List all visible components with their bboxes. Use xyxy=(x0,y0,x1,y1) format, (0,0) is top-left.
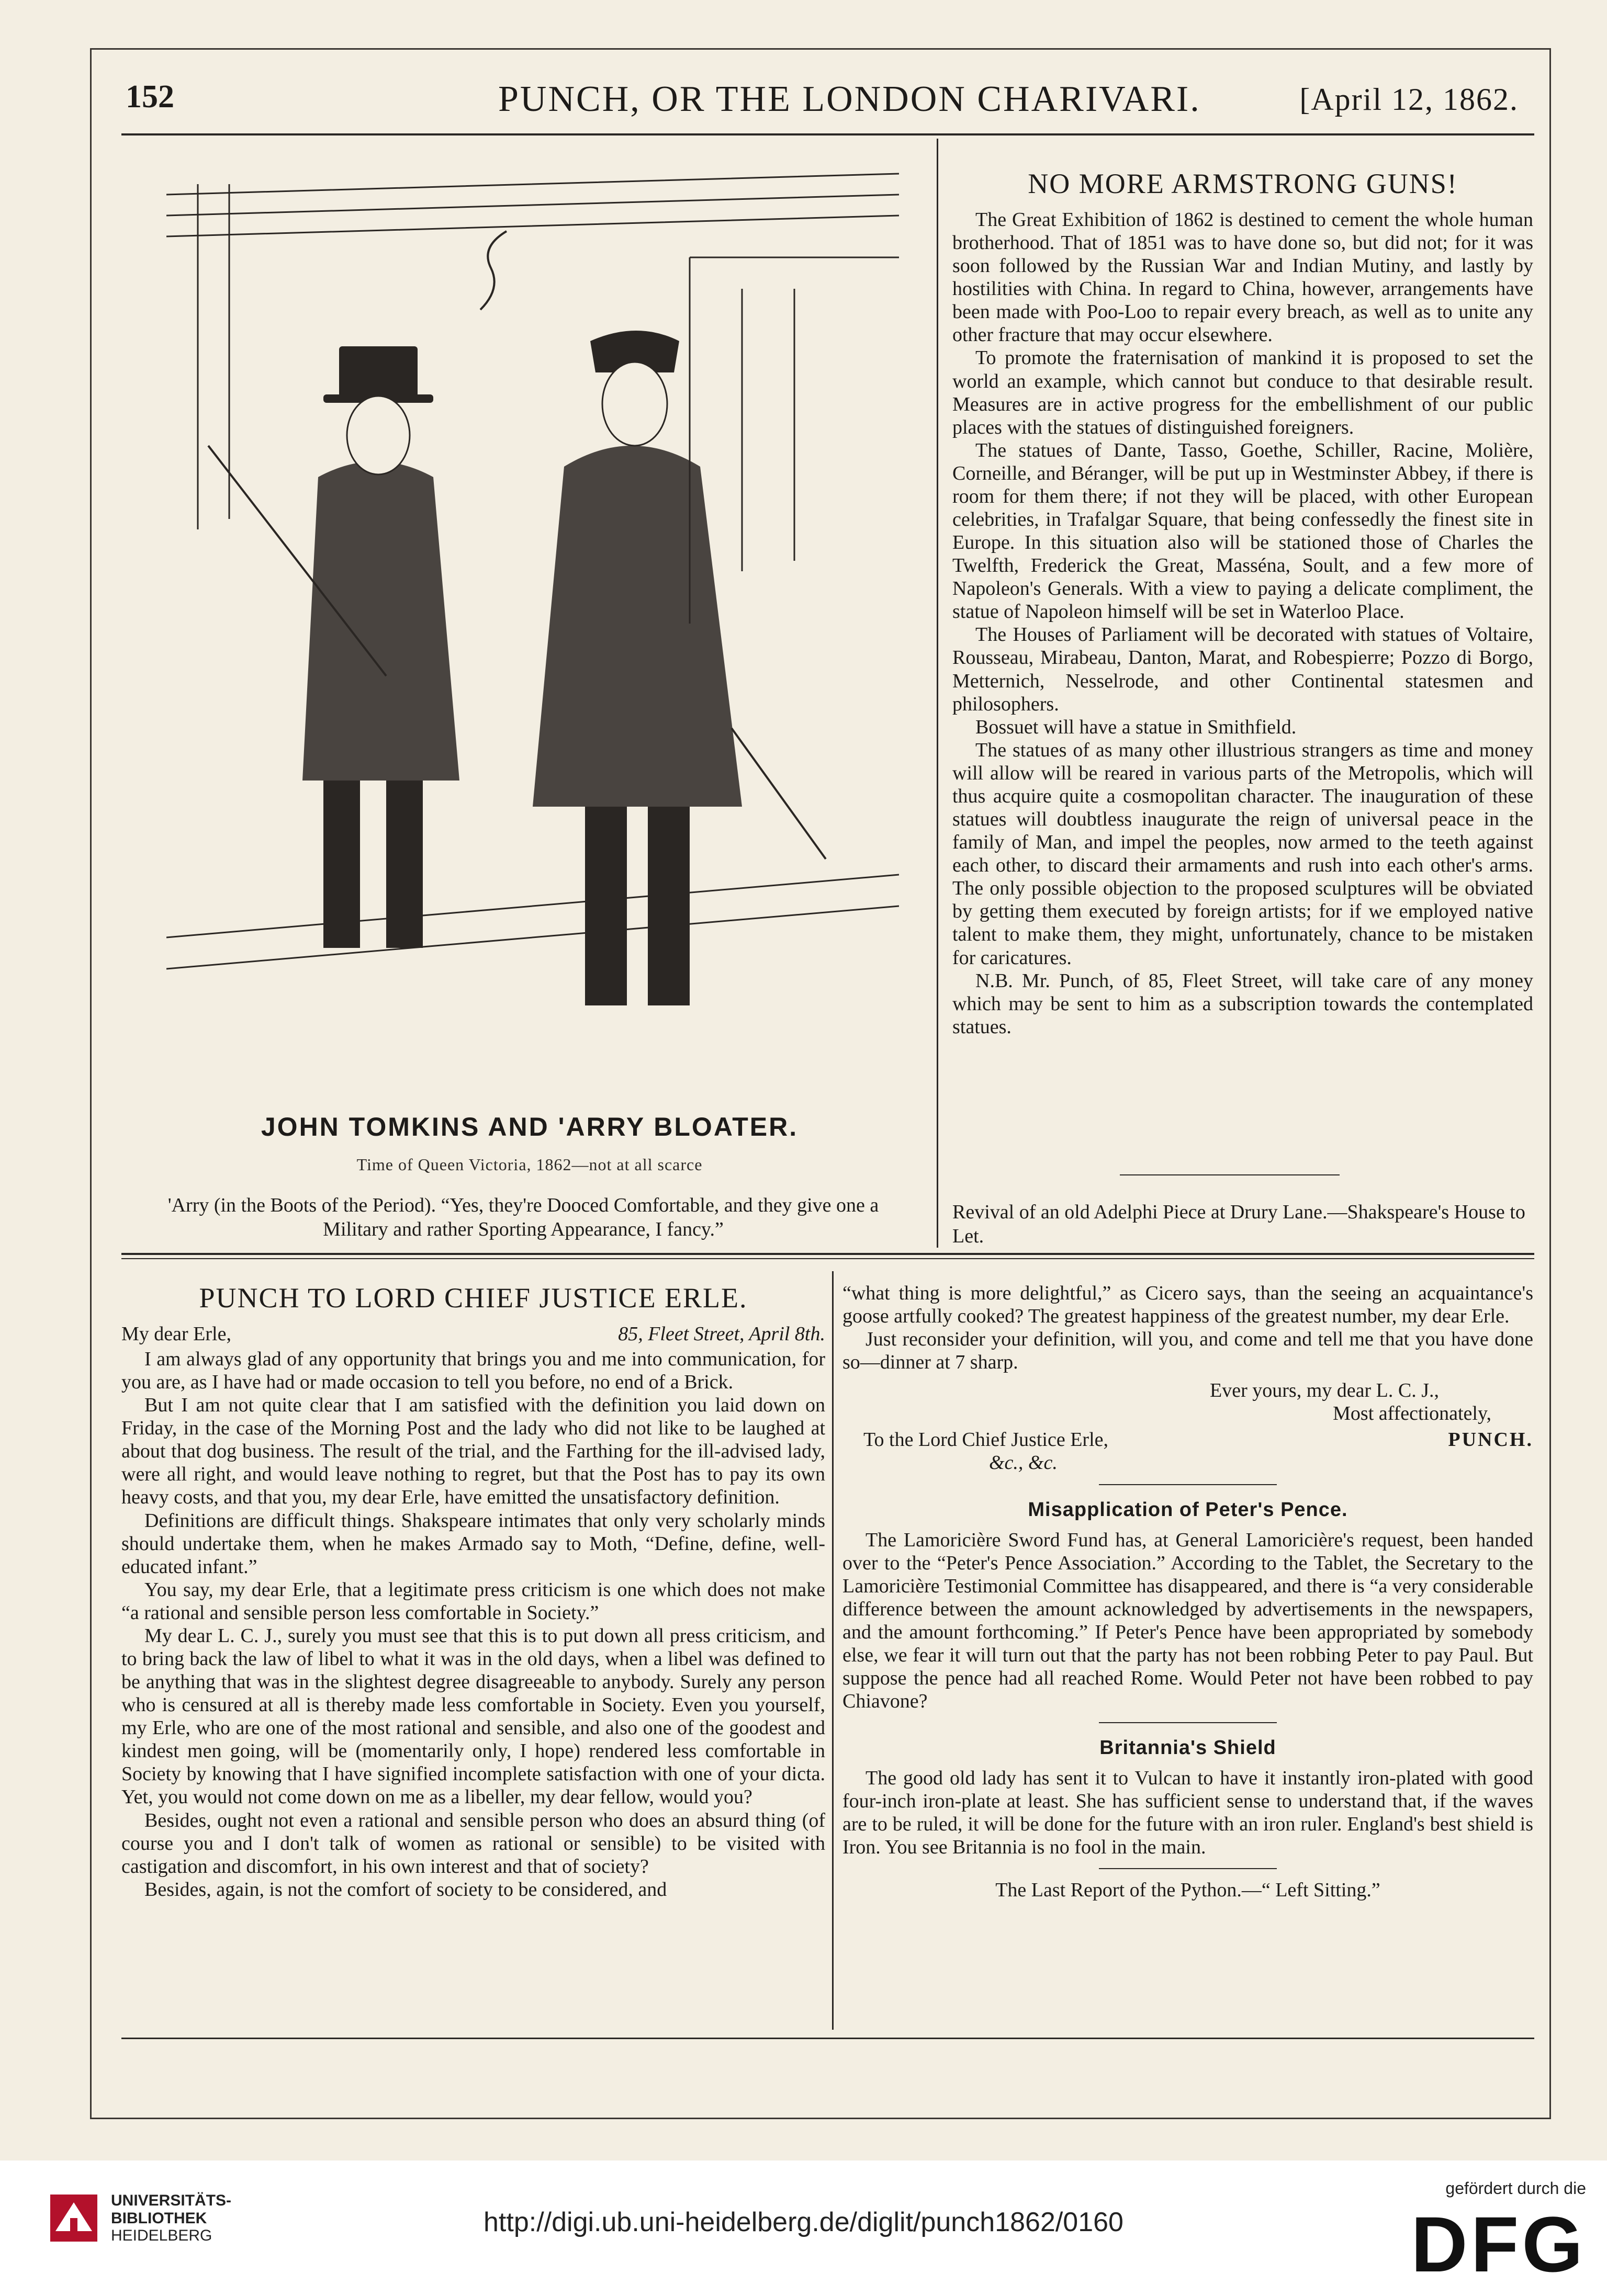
issue-date: [April 12, 1862. xyxy=(1299,82,1519,117)
library-line: HEIDELBERG xyxy=(111,2227,212,2245)
digitization-url[interactable]: http://digi.ub.uni-heidelberg.de/diglit/punch1862/0160 xyxy=(484,2207,1123,2237)
section-rule xyxy=(121,1253,1534,1255)
erle-salutation: My dear Erle, xyxy=(121,1323,231,1345)
python-note: The Last Report of the Python.—“ Left Sitting.” xyxy=(995,1879,1380,1902)
library-line: UNIVERSITÄTS- xyxy=(111,2192,232,2209)
funding-note: gefördert durch die xyxy=(1445,2179,1586,2198)
cartoon-title: JOHN TOMKINS AND 'ARRY BLOATER. xyxy=(261,1112,799,1141)
armstrong-paragraph: The Great Exhibition of 1862 is destined to cement the whole human brotherhood. That of 1851 was to have done so, but did not; for it was soon followed by the Russian War and Indian Mutiny, and lastly by hostilities with China. In regard to China, however, arrangements have been made with Poo-Loo to repair every breach, as well as to unite any other fracture that may occur elsewhere. xyxy=(952,209,1533,346)
armstrong-headline: NO MORE ARMSTRONG GUNS! xyxy=(1028,168,1458,199)
erle-paragraph: My dear L. C. J., surely you must see that this is to put down all press criticism, and to bring back the law of libel to what it was in the old days, when a libel was defined to be anything that was in the slightest degree disagreeable to anybody. Surely any person who is censured at all is thereby made less comfortable in Society. Even you yourself, my Erle, who are one of the most rational and sensible, and also one of the goodest and kindest men going, will be (momentarily only, I hope) rendered less comfortable in Society by knowing that I have signified incomplete satisfaction with one of your dicta. Yet, you would not come down on me as a libeller, my dear fellow, would you? xyxy=(121,1624,825,1808)
armstrong-paragraph: Bossuet will have a statue in Smithfield. xyxy=(975,716,1297,738)
erle-letter-right xyxy=(842,1282,1533,1902)
erle-paragraph: Besides, again, is not the comfort of society to be considered, and xyxy=(144,1878,667,1901)
cartoon-illustration xyxy=(166,153,899,1094)
cartoon-subtitle: Time of Queen Victoria, 1862—not at all scarce xyxy=(356,1155,703,1174)
peters-pence-text: The Lamoricière Sword Fund has, at General Lamoricière's request, been handed over to the “Peter's Pence Association.” According to the Tablet, the Secretary to the Lamoricière Testimonial Committee has disappeared, and there is “a very considerable difference between the amount acknowledged by advertisements in the newspapers, and the amount forthcoming.” If Peter's Pence have been appropriated by somebody else, we fear it will turn out that the party has not been robbing Peter to pay Paul. But suppose the pence had all reached Rome. Would Peter not have been robbed to pay Chiavone? xyxy=(842,1529,1533,1713)
armstrong-paragraph: N.B. Mr. Punch, of 85, Fleet Street, will take care of any money which may be sent to him as a subscription towards the contemplated statues. xyxy=(952,969,1533,1038)
page-number: 152 xyxy=(126,79,174,115)
erle-continuation: “what thing is more delightful,” as Cicero says, than the seeing an acquaintance's goose artfully cooked? The greatest happiness of the greatest number, my dear Erle. xyxy=(842,1282,1533,1328)
erle-paragraph: Definitions are difficult things. Shakspeare intimates that only very scholarly minds should undertake them, when he makes Armado say to Moth, “Define, define, well-educated infant.” xyxy=(121,1509,825,1578)
britannia-headline: Britannia's Shield xyxy=(1099,1737,1276,1759)
cartoon-caption: 'Arry (in the Boots of the Period). “Yes, they're Dooced Comfortable, and they give one a Military and rather Sporting Appearance, I fancy.” xyxy=(167,1194,879,1240)
erle-paragraph: But I am not quite clear that I am satisfied with the definition you laid down on Friday, in the case of the Morning Post and the lady who did not like to be laughed at about that dog business. The result of the trial, and the Farthing for the ill-advised lady, were all right, and would leave nothing to regret, but that the Post has to pay its own heavy costs, and that you, my dear Erle, have emitted the unsatisfactory definition. xyxy=(121,1394,825,1509)
erle-etc: &c., &c. xyxy=(989,1452,1058,1474)
punch-signature: PUNCH. xyxy=(1448,1429,1533,1451)
bottom-rule xyxy=(121,2038,1534,2039)
divider xyxy=(1099,1868,1277,1869)
erle-paragraph: You say, my dear Erle, that a legitimate press criticism is one which does not make “a rational and sensible person less comfortable in Society.” xyxy=(121,1578,825,1624)
erle-closing: Ever yours, my dear L. C. J., xyxy=(1210,1379,1439,1402)
erle-paragraph: I am always glad of any opportunity that brings you and me into communication, for you are, as I have had or made occasion to tell you before, no end of a Brick. xyxy=(121,1348,825,1394)
dfg-logo: DFG xyxy=(1411,2200,1586,2288)
armstrong-paragraph: The statues of Dante, Tasso, Goethe, Schiller, Racine, Molière, Corneille, and Béranger, will be put up in Westminster Abbey, if there is room for them there; if not they will be placed, with other European celebrities, in Trafalgar Square, that being confessedly the finest site in Europe. In this situation also will be stationed those of Charles the Twelfth, Frederick the Great, Masséna, Soult, and a few more of Napoleon's Generals. With a view to paying a delicate compliment, the statue of Napoleon himself will be set in Waterloo Place. xyxy=(952,439,1533,623)
revival-note: Revival of an old Adelphi Piece at Drury Lane.—Shakspeare's House to Let. xyxy=(952,1201,1525,1247)
divider xyxy=(1099,1484,1277,1485)
library-line: BIBLIOTHEK xyxy=(111,2209,207,2227)
erle-addressee: To the Lord Chief Justice Erle, xyxy=(863,1429,1108,1451)
masthead-rule xyxy=(121,133,1534,135)
revival-rule xyxy=(1120,1174,1340,1175)
erle-address: 85, Fleet Street, April 8th. xyxy=(618,1323,825,1345)
masthead xyxy=(121,78,1534,136)
armstrong-paragraph: To promote the fraternisation of mankind it is proposed to set the world an example, which cannot but conduce to that desirable result. Measures are in active progress for the embellishment of our public places with the statues of distinguished foreigners. xyxy=(952,347,1533,438)
column-divider-top xyxy=(937,139,938,1248)
erle-letter-left xyxy=(121,1282,825,1901)
cartoon-drawing xyxy=(166,153,899,1094)
armstrong-paragraph: The statues of as many other illustrious strangers as time and money will allow will be reared in various parts of the Metropolis, which will thus acquire quite a cosmopolitan character. The inauguration of these statues will doubtless inaugurate the reign of universal peace in the family of Man, and impel the peoples, now armed to the teeth against each other, to discard their armaments and rush into each other's arms. The only possible objection to the proposed sculptures will be obviated by getting them executed by foreign artists; for if we employed native talent to make them, they might, unfortunately, chance to be mistaken for caricatures. xyxy=(952,739,1533,969)
peters-pence-headline: Misapplication of Peter's Pence. xyxy=(1028,1498,1348,1521)
section-rule-2 xyxy=(121,1258,1534,1259)
erle-continuation: Just reconsider your definition, will you, and come and tell me that you have done so—dinner at 7 sharp. xyxy=(842,1328,1533,1374)
armstrong-paragraph: The Houses of Parliament will be decorated with statues of Voltaire, Rousseau, Mirabeau, Danton, Marat, and Robespierre; Pozzo di Borgo, Metternich, Nesselrode, and other Continental statesmen and philosophers. xyxy=(952,624,1533,715)
running-title: PUNCH, OR THE LONDON CHARIVARI. xyxy=(498,79,1201,119)
erle-paragraph: Besides, ought not even a rational and sensible person who does an absurd thing (of course you and I don't talk of women as rational or sensible) to be visited with castigation and discomfort, in his own interest and that of society? xyxy=(121,1809,825,1877)
divider xyxy=(1099,1722,1277,1723)
column-divider-bottom xyxy=(832,1271,834,2030)
britannia-text: The good old lady has sent it to Vulcan to have it instantly iron-plated with good four-inch iron-plate at least. She has sufficient sense to understand that, if the waves are to be ruled, it will be done for the future with an iron ruler. England's best shield is Iron. You see Britannia is no fool in the main. xyxy=(842,1767,1533,1859)
erle-closing: Most affectionately, xyxy=(1333,1403,1491,1425)
erle-headline: PUNCH TO LORD CHIEF JUSTICE ERLE. xyxy=(199,1282,748,1314)
armstrong-article xyxy=(952,167,1533,1038)
